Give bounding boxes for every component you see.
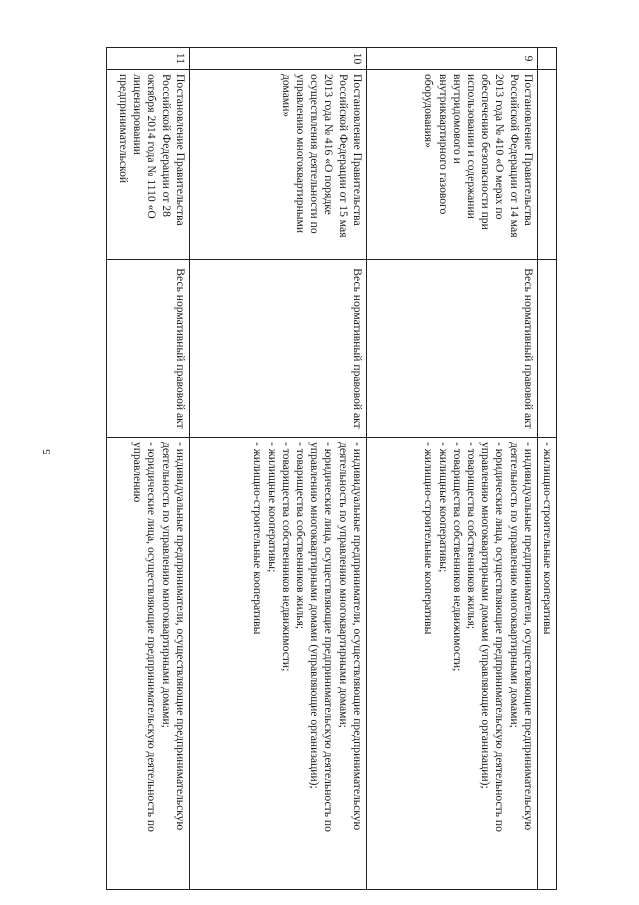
subject-item: - индивидуальные предприниматели, осуществляющие предпринимательскую деятельность по управлению многоквартирными домами; [336,442,364,831]
table-row-continuation [537,48,556,890]
subject-item: - жилищные кооперативы; [265,442,279,573]
subject-item: - индивидуальные предприниматели, осуществляющие предпринимательскую деятельность по управлению многоквартирными домами; [507,442,535,831]
subject-item: - индивидуальные предприниматели, осуществляющие предпринимательскую деятельность по управлению многоквартирными домами; [159,442,187,831]
act-scope: Весь нормативный правовой акт [106,260,189,438]
row-number: 9 [366,48,537,70]
cell-number [537,48,556,70]
subject-item: - жилищно-строительные кооперативы [251,442,265,635]
act-title: Постановление Правительства Российской Федерации от 28 октября 2014 года № 1110 «О лицензировании предпринимательской [106,70,189,260]
subject-item: - товарищества собственников недвижимости; [450,442,464,672]
rotated-page-content [87,47,557,889]
subject-item: - юридические лица, осуществляющие предпринимательскую деятельность по управлению [131,442,159,832]
subject-item: - юридические лица, осуществляющие предпринимательскую деятельность по управлению многоквартирными домами (управляющие организации); [308,442,336,832]
table-row [106,48,189,890]
table-row [366,48,537,890]
row-number: 11 [106,48,189,70]
subject-item: - жилищные кооперативы; [436,442,450,573]
regulations-table [106,47,557,890]
subjects-list [366,438,537,890]
subject-item: - товарищества собственников жилья; [464,442,478,630]
cell-scope [537,260,556,438]
subject-item: - юридические лица, осуществляющие предпринимательскую деятельность по управлению многоквартирными домами (управляющие организации); [479,442,507,832]
page-number: 5 [40,449,53,455]
act-scope: Весь нормативный правовой акт [366,260,537,438]
subjects-list [189,438,366,890]
cell-subjects: - жилищно-строительные кооперативы [537,438,556,890]
cell-act [537,70,556,260]
subject-item: - товарищества собственников недвижимости; [279,442,293,672]
subject-item: - жилищно-строительные кооперативы [422,442,436,635]
subject-item: - товарищества собственников жилья; [293,442,307,630]
row-number: 10 [189,48,366,70]
act-title: Постановление Правительства Российской Федерации от 14 мая 2013 года № 410 «О мерах по обеспечению безопасности при использовании и содержании внутридомового и внутриквартирного газового оборудования» [366,70,537,260]
act-scope: Весь нормативный правовой акт [189,260,366,438]
table-row [189,48,366,890]
act-title: Постановление Правительства Российской Федерации от 15 мая 2013 года № 416 «О порядке осуществления деятельности по управлению многоквартирными домами» [189,70,366,260]
subjects-list [106,438,189,890]
